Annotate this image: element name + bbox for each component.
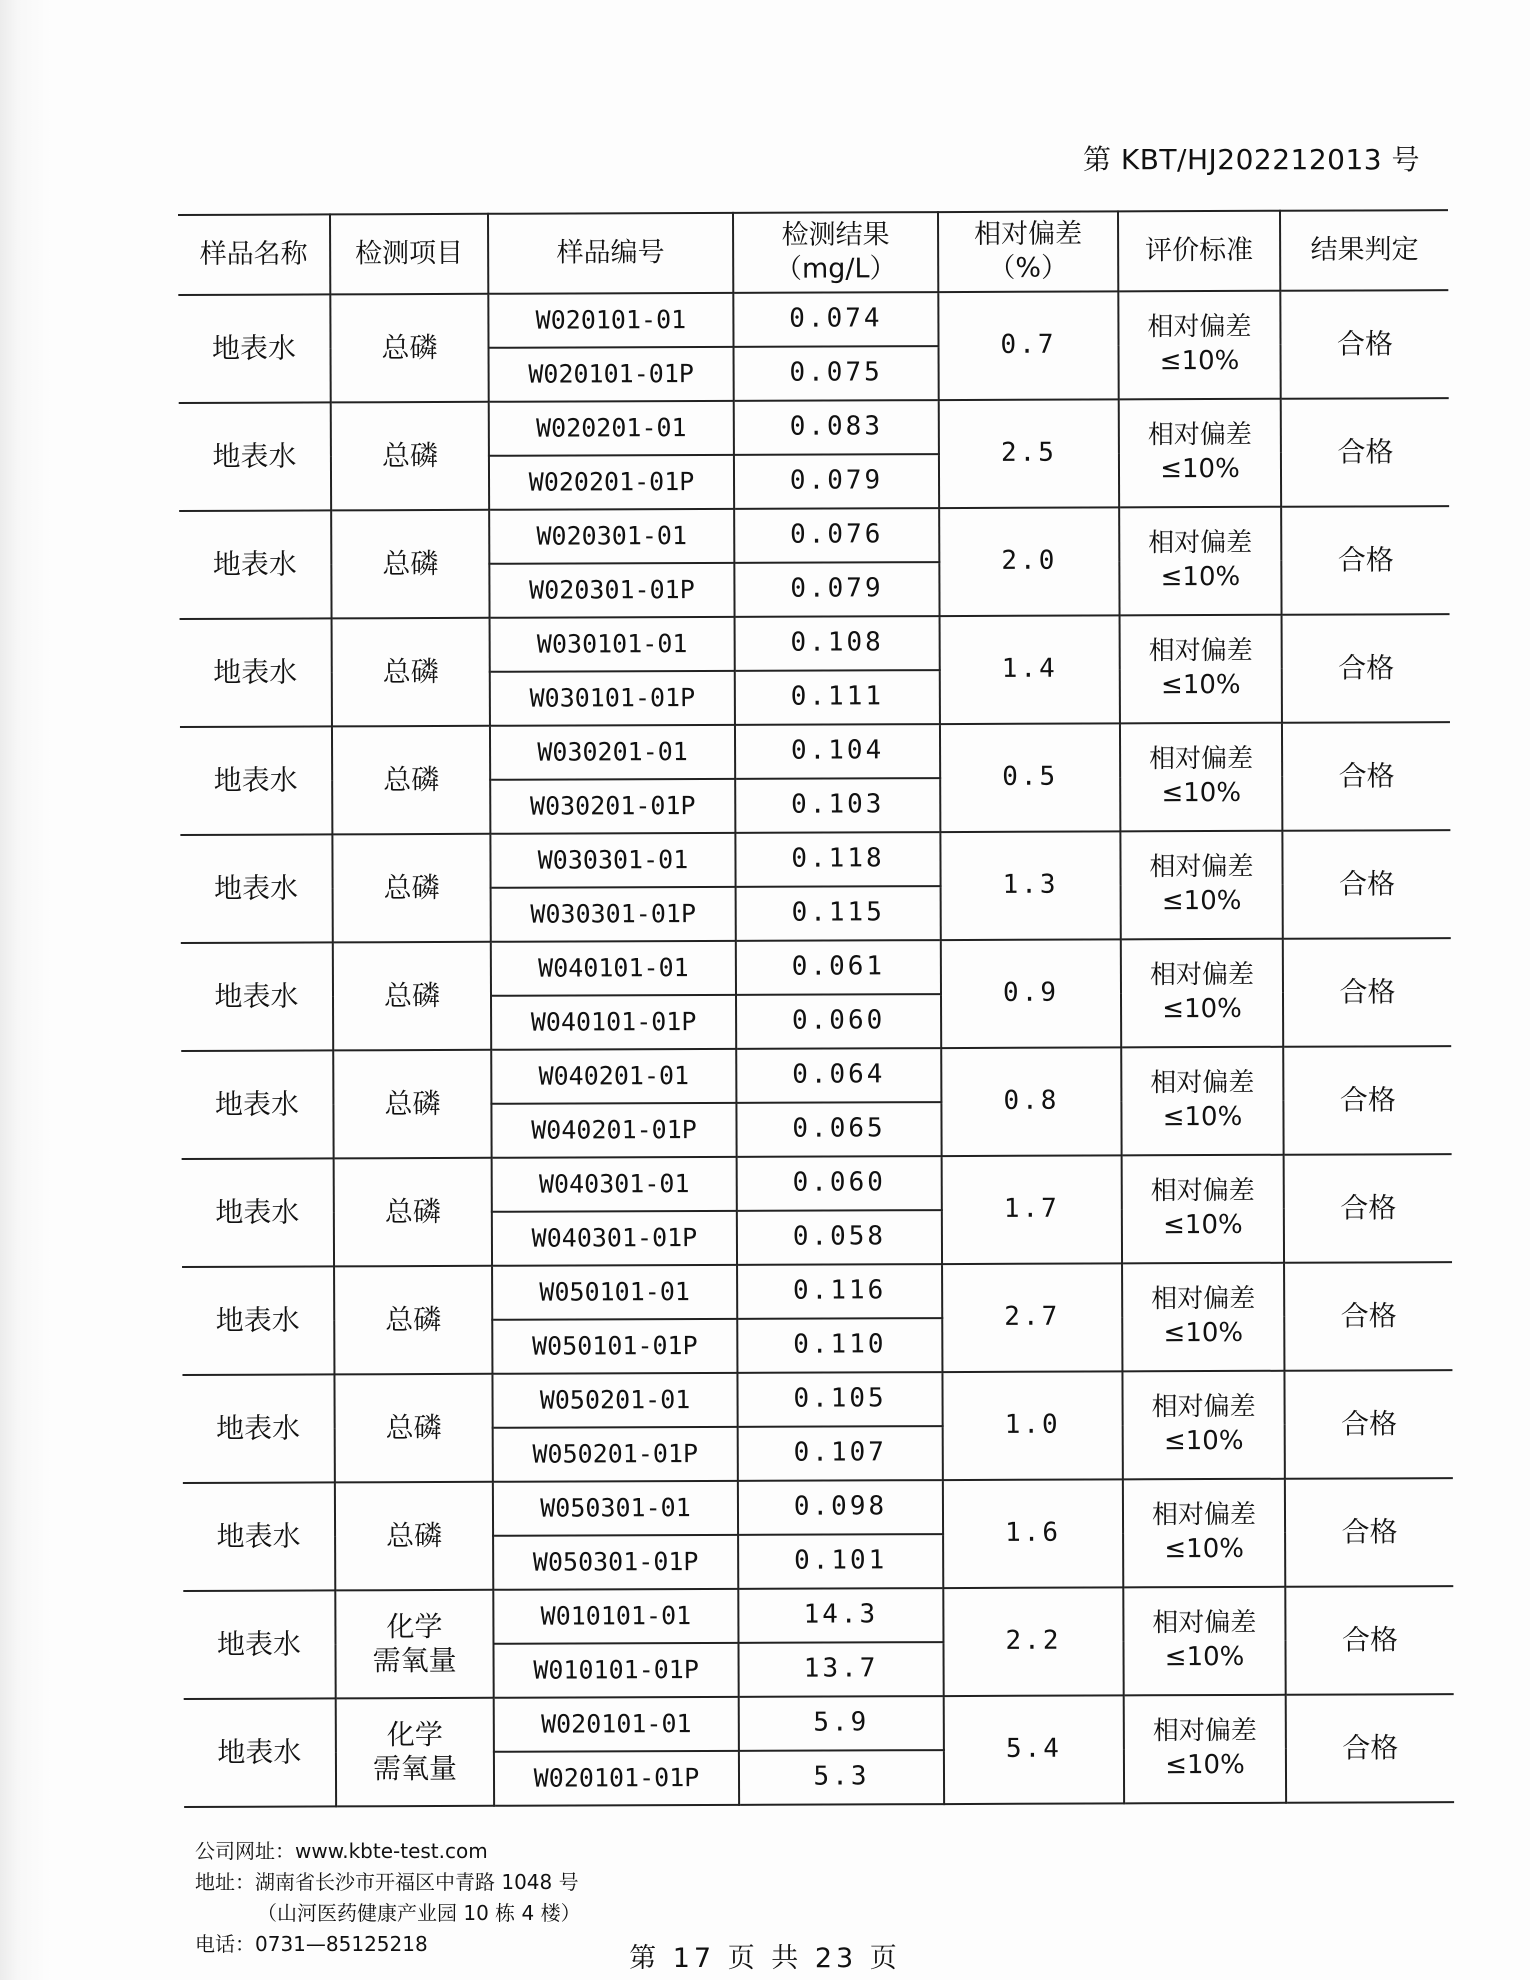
result-judgement-cell: 合格 (1284, 1154, 1452, 1263)
test-result-cell: 0.104 (735, 724, 940, 779)
test-result-cell: 0.079 (734, 454, 939, 509)
result-judgement-cell: 合格 (1285, 1586, 1453, 1695)
company-website: 公司网址：www.kbte-test.com (195, 1839, 488, 1863)
table-row (179, 398, 1449, 457)
test-result-cell: 0.075 (734, 346, 939, 401)
relative-deviation-cell: 2.5 (939, 399, 1119, 508)
test-result-cell: 0.076 (734, 508, 939, 563)
test-item-cell: 总磷 (333, 1050, 491, 1159)
test-item-cell: 总磷 (332, 726, 490, 835)
sample-name-cell: 地表水 (184, 1698, 336, 1807)
result-judgement-cell: 合格 (1286, 1694, 1454, 1803)
test-item-cell: 总磷 (333, 942, 491, 1051)
relative-deviation-cell: 1.3 (940, 831, 1120, 940)
test-result-cell: 0.111 (735, 670, 940, 725)
test-result-cell: 0.065 (736, 1102, 941, 1157)
evaluation-standard-cell: 相对偏差 ≤10% (1124, 1695, 1286, 1804)
test-result-cell: 0.074 (733, 292, 938, 347)
test-item-cell: 总磷 (331, 510, 489, 619)
results-table (178, 209, 1454, 1808)
sample-name-cell: 地表水 (180, 618, 332, 727)
table-header-row (178, 210, 1448, 295)
evaluation-standard-cell: 相对偏差 ≤10% (1121, 1047, 1283, 1156)
result-judgement-cell: 合格 (1282, 722, 1450, 831)
relative-deviation-cell: 5.4 (944, 1695, 1124, 1804)
sample-id-cell: W050301-01P (493, 1535, 738, 1590)
result-judgement-cell: 合格 (1283, 1046, 1451, 1155)
table-row (180, 614, 1450, 673)
results-body (178, 290, 1454, 1807)
evaluation-standard-cell: 相对偏差 ≤10% (1123, 1479, 1285, 1588)
sample-id-cell: W030201-01 (490, 725, 735, 780)
result-judgement-cell: 合格 (1284, 1370, 1452, 1479)
test-result-cell: 0.103 (735, 778, 940, 833)
sample-id-cell: W020101-01P (489, 347, 734, 402)
result-judgement-cell: 合格 (1284, 1262, 1452, 1371)
table-row (184, 1694, 1454, 1753)
result-judgement-cell: 合格 (1281, 398, 1449, 507)
result-judgement-cell: 合格 (1281, 506, 1449, 615)
evaluation-standard-cell: 相对偏差 ≤10% (1119, 399, 1281, 508)
test-result-cell: 0.118 (735, 832, 940, 887)
page-number: 第 17 页 共 23 页 (629, 1943, 901, 1974)
sample-id-cell: W020201-01P (489, 455, 734, 510)
evaluation-standard-cell: 相对偏差 ≤10% (1121, 939, 1283, 1048)
table-row (178, 290, 1448, 349)
sample-id-cell: W040101-01P (491, 995, 736, 1050)
company-address: 地址：湖南省长沙市开福区中青路 1048 号 (195, 1870, 579, 1894)
table-row (181, 1046, 1451, 1105)
test-item-cell: 总磷 (332, 618, 490, 727)
relative-deviation-cell: 0.7 (938, 291, 1118, 400)
sample-name-cell: 地表水 (180, 726, 332, 835)
sample-id-cell: W020301-01 (489, 509, 734, 564)
sample-id-cell: W030101-01 (490, 617, 735, 672)
result-judgement-cell: 合格 (1282, 614, 1450, 723)
sample-id-cell: W020101-01 (488, 293, 733, 348)
evaluation-standard-cell: 相对偏差 ≤10% (1122, 1371, 1284, 1480)
col-header-relative-deviation: 相对偏差 （%） (938, 211, 1118, 292)
relative-deviation-cell: 1.6 (943, 1479, 1123, 1588)
evaluation-standard-cell: 相对偏差 ≤10% (1119, 507, 1281, 616)
test-result-cell: 5.9 (739, 1696, 944, 1751)
test-result-cell: 0.105 (737, 1372, 942, 1427)
col-header-sample-id: 样品编号 (488, 213, 733, 294)
report-number: 第 KBT/HJ202212013 号 (1082, 143, 1420, 176)
test-item-cell: 总磷 (334, 1266, 492, 1375)
sample-id-cell: W050301-01 (493, 1481, 738, 1536)
table-row (180, 830, 1450, 889)
evaluation-standard-cell: 相对偏差 ≤10% (1122, 1263, 1284, 1372)
relative-deviation-cell: 1.0 (942, 1371, 1122, 1480)
test-result-cell: 0.115 (736, 886, 941, 941)
result-judgement-cell: 合格 (1283, 938, 1451, 1047)
sample-id-cell: W050101-01P (492, 1319, 737, 1374)
test-result-cell: 0.098 (738, 1480, 943, 1535)
test-result-cell: 13.7 (738, 1642, 943, 1697)
table-row (181, 938, 1451, 997)
sample-id-cell: W050101-01 (492, 1265, 737, 1320)
sample-id-cell: W030201-01P (490, 779, 735, 834)
relative-deviation-cell: 0.5 (940, 723, 1120, 832)
sample-id-cell: W050201-01P (493, 1427, 738, 1482)
sample-name-cell: 地表水 (182, 1158, 334, 1267)
test-result-cell: 0.107 (738, 1426, 943, 1481)
sample-id-cell: W040201-01 (491, 1049, 736, 1104)
test-item-cell: 总磷 (335, 1482, 493, 1591)
sample-id-cell: W040301-01P (492, 1211, 737, 1266)
table-row (183, 1586, 1453, 1645)
sample-id-cell: W030301-01P (491, 887, 736, 942)
sample-name-cell: 地表水 (181, 1050, 333, 1159)
evaluation-standard-cell: 相对偏差 ≤10% (1123, 1587, 1285, 1696)
result-judgement-cell: 合格 (1280, 290, 1448, 399)
sample-name-cell: 地表水 (180, 834, 332, 943)
relative-deviation-cell: 2.0 (939, 507, 1119, 616)
test-result-cell: 0.058 (737, 1210, 942, 1265)
sample-id-cell: W050201-01 (492, 1373, 737, 1428)
sample-id-cell: W010101-01 (493, 1589, 738, 1644)
test-item-cell: 化学 需氧量 (336, 1698, 494, 1807)
sample-id-cell: W030101-01P (490, 671, 735, 726)
sample-id-cell: W020101-01P (494, 1751, 739, 1806)
test-item-cell: 总磷 (331, 402, 489, 511)
test-result-cell: 0.116 (737, 1264, 942, 1319)
evaluation-standard-cell: 相对偏差 ≤10% (1118, 291, 1280, 400)
table-row (182, 1370, 1452, 1429)
test-item-cell: 化学 需氧量 (335, 1590, 493, 1699)
evaluation-standard-cell: 相对偏差 ≤10% (1120, 831, 1282, 940)
company-address-detail: （山河医药健康产业园 10 栋 4 楼） (257, 1901, 581, 1925)
sample-name-cell: 地表水 (183, 1482, 335, 1591)
sample-id-cell: W020101-01 (494, 1697, 739, 1752)
scan-edge-shadow (0, 0, 52, 1980)
evaluation-standard-cell: 相对偏差 ≤10% (1122, 1155, 1284, 1264)
company-phone: 电话：0731—85125218 (195, 1932, 428, 1956)
sample-name-cell: 地表水 (179, 510, 331, 619)
table-row (183, 1478, 1453, 1537)
test-result-cell: 0.110 (737, 1318, 942, 1373)
evaluation-standard-cell: 相对偏差 ≤10% (1120, 615, 1282, 724)
relative-deviation-cell: 1.4 (940, 615, 1120, 724)
test-result-cell: 14.3 (738, 1588, 943, 1643)
sample-name-cell: 地表水 (183, 1590, 335, 1699)
sample-id-cell: W040101-01 (491, 941, 736, 996)
col-header-sample-name: 样品名称 (178, 214, 330, 295)
col-header-evaluation-standard: 评价标准 (1118, 211, 1280, 292)
test-item-cell: 总磷 (330, 294, 488, 403)
test-result-cell: 0.061 (736, 940, 941, 995)
sample-id-cell: W010101-01P (493, 1643, 738, 1698)
result-judgement-cell: 合格 (1282, 830, 1450, 939)
test-result-cell: 0.101 (738, 1534, 943, 1589)
sample-id-cell: W020201-01 (489, 401, 734, 456)
test-result-cell: 0.064 (736, 1048, 941, 1103)
sample-id-cell: W030301-01 (490, 833, 735, 888)
sample-id-cell: W040301-01 (492, 1157, 737, 1212)
test-result-cell: 0.108 (735, 616, 940, 671)
col-header-result-judgement: 结果判定 (1280, 210, 1448, 291)
table-row (182, 1262, 1452, 1321)
relative-deviation-cell: 0.9 (941, 939, 1121, 1048)
sample-name-cell: 地表水 (182, 1266, 334, 1375)
table-row (182, 1154, 1452, 1213)
col-header-test-result: 检测结果 （mg/L） (733, 212, 938, 293)
test-result-cell: 0.060 (736, 994, 941, 1049)
sample-name-cell: 地表水 (179, 402, 331, 511)
test-result-cell: 5.3 (739, 1750, 944, 1805)
evaluation-standard-cell: 相对偏差 ≤10% (1120, 723, 1282, 832)
table-row (179, 506, 1449, 565)
table-row (180, 722, 1450, 781)
result-judgement-cell: 合格 (1285, 1478, 1453, 1587)
test-item-cell: 总磷 (334, 1158, 492, 1267)
sample-name-cell: 地表水 (182, 1374, 334, 1483)
relative-deviation-cell: 2.2 (943, 1587, 1123, 1696)
test-item-cell: 总磷 (332, 834, 490, 943)
col-header-test-item: 检测项目 (330, 214, 488, 295)
sample-id-cell: W020301-01P (489, 563, 734, 618)
test-result-cell: 0.079 (734, 562, 939, 617)
relative-deviation-cell: 1.7 (942, 1155, 1122, 1264)
relative-deviation-cell: 2.7 (942, 1263, 1122, 1372)
sample-name-cell: 地表水 (181, 942, 333, 1051)
relative-deviation-cell: 0.8 (941, 1047, 1121, 1156)
test-item-cell: 总磷 (334, 1374, 492, 1483)
sample-id-cell: W040201-01P (491, 1103, 736, 1158)
test-result-cell: 0.083 (734, 400, 939, 455)
sample-name-cell: 地表水 (178, 294, 330, 403)
test-result-cell: 0.060 (737, 1156, 942, 1211)
